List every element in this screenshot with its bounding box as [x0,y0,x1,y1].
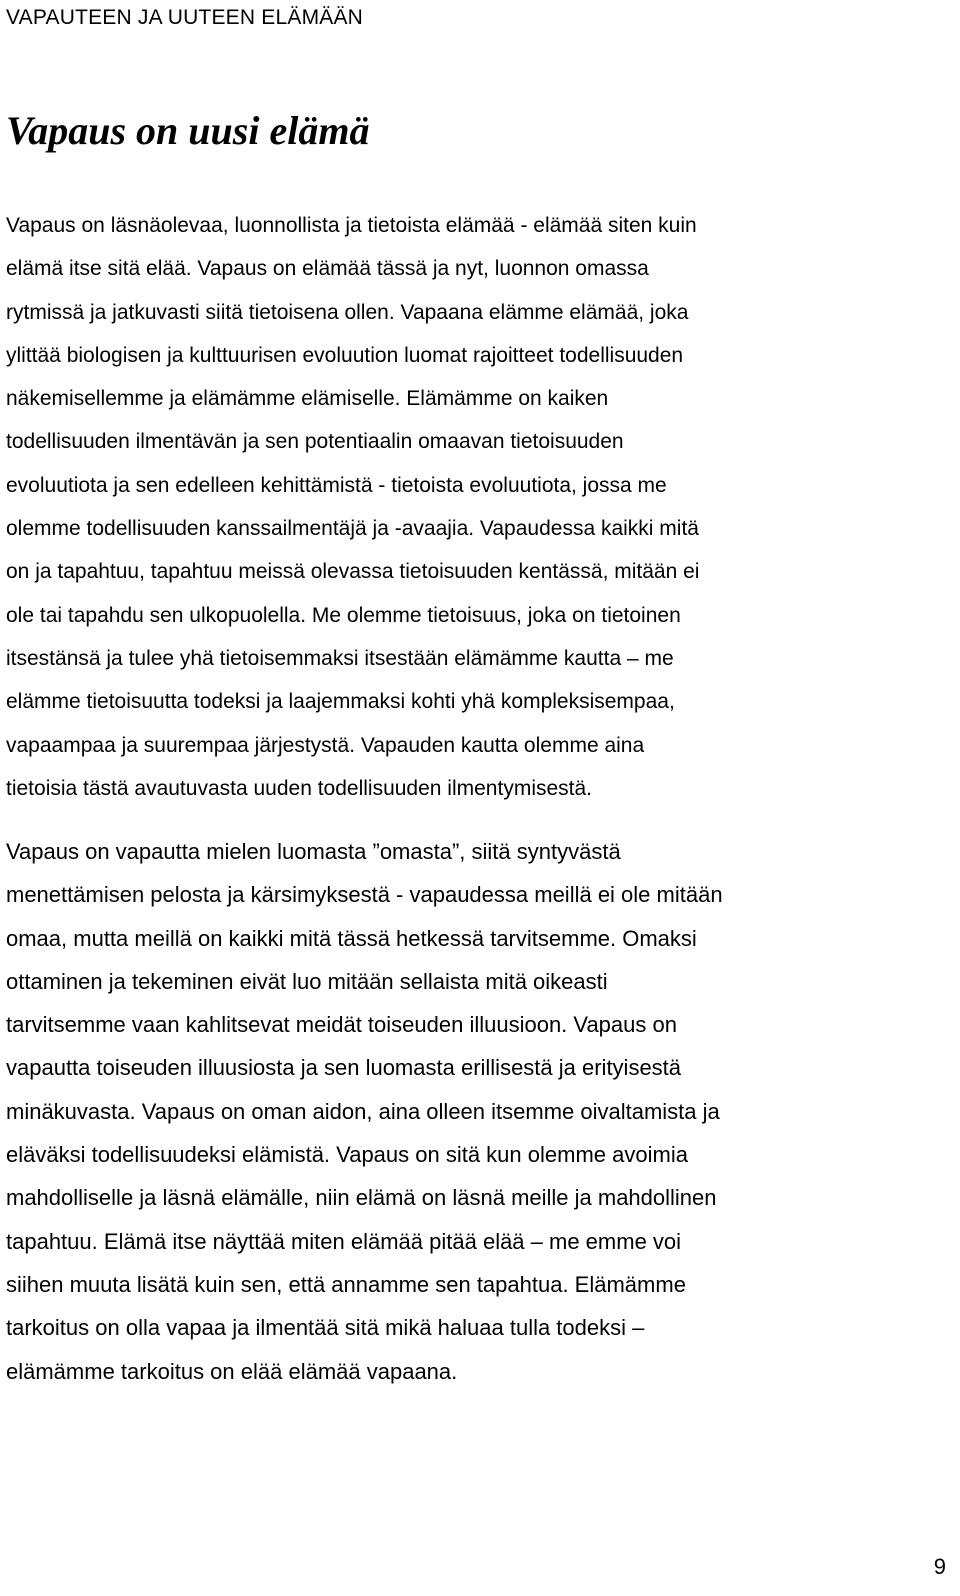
paragraph-line: tarkoitus on olla vapaa ja ilmentää sitä mikä haluaa tulla todeksi – [6,1315,645,1341]
paragraph-line: Vapaus on vapautta mielen luomasta ”omasta”, siitä syntyvästä [6,839,621,864]
paragraph-line: todellisuuden ilmentävän ja sen potentiaalin omaavan tietoisuuden [6,430,624,454]
paragraph-line: ottaminen ja tekeminen eivät luo mitään sellaista mitä oikeasti [6,968,608,994]
paragraph-line: evoluutiota ja sen edelleen kehittämistä - tietoista evoluutiota, jossa me [6,473,667,497]
body-paragraph-1 [6,204,956,810]
paragraph-line: vapautta toiseuden illuusiosta ja sen luomasta erillisestä ja erityisestä [6,1055,682,1081]
paragraph-line: siihen muuta lisätä kuin sen, että annamme sen tapahtua. Elämämme [6,1271,686,1297]
paragraph-line: elämämme tarkoitus on elää elämää vapaana. [6,1358,458,1384]
paragraph-line: vapaampaa ja suurempaa järjestystä. Vapauden kautta olemme aina [6,733,645,757]
paragraph-line: itsestänsä ja tulee yhä tietoisemmaksi itsestään elämämme kautta – me [6,646,674,670]
body-paragraph-2 [6,830,956,1393]
paragraph-line: elämä itse sitä elää. Vapaus on elämää tässä ja nyt, luonnon omassa [6,257,649,281]
paragraph-line: olemme todellisuuden kanssailmentäjä ja -avaajia. Vapaudessa kaikki mitä [6,517,699,541]
page-number: 9 [933,1554,946,1579]
page-title: Vapaus on uusi elämä [6,108,370,153]
paragraph-line: ylittää biologisen ja kulttuurisen evoluution luomat rajoitteet todellisuuden [6,343,684,367]
running-header: VAPAUTEEN JA UUTEEN ELÄMÄÄN [6,6,364,29]
paragraph-line: on ja tapahtuu, tapahtuu meissä olevassa tietoisuuden kentässä, mitään ei [6,560,700,584]
paragraph-line: tietoisia tästä avautuvasta uuden todellisuuden ilmentymisestä. [6,776,593,800]
paragraph-line: näkemisellemme ja elämämme elämiselle. Elämämme on kaiken [6,387,609,411]
paragraph-line: rytmissä ja jatkuvasti siitä tietoisena ollen. Vapaana elämme elämää, joka [6,300,689,324]
paragraph-line: minäkuvasta. Vapaus on oman aidon, aina olleen itsemme oivaltamista ja [6,1098,720,1124]
paragraph-line: ole tai tapahdu sen ulkopuolella. Me olemme tietoisuus, joka on tietoinen [6,603,681,627]
paragraph-line: tapahtuu. Elämä itse näyttää miten elämää pitää elää – me emme voi [6,1228,682,1254]
paragraph-line: tarvitsemme vaan kahlitsevat meidät toiseuden illuusioon. Vapaus on [6,1012,677,1038]
paragraph-line: Vapaus on läsnäolevaa, luonnollista ja tietoista elämää - elämää siten kuin [6,214,697,237]
paragraph-line: omaa, mutta meillä on kaikki mitä tässä hetkessä tarvitsemme. Omaksi [6,925,697,951]
paragraph-line: eläväksi todellisuudeksi elämistä. Vapaus on sitä kun olemme avoimia [6,1142,688,1168]
paragraph-line: elämme tietoisuutta todeksi ja laajemmaksi kohti yhä kompleksisempaa, [6,690,675,714]
paragraph-line: menettämisen pelosta ja kärsimyksestä - vapaudessa meillä ei ole mitään [6,882,723,908]
paragraph-line: mahdolliselle ja läsnä elämälle, niin elämä on läsnä meille ja mahdollinen [6,1185,717,1211]
